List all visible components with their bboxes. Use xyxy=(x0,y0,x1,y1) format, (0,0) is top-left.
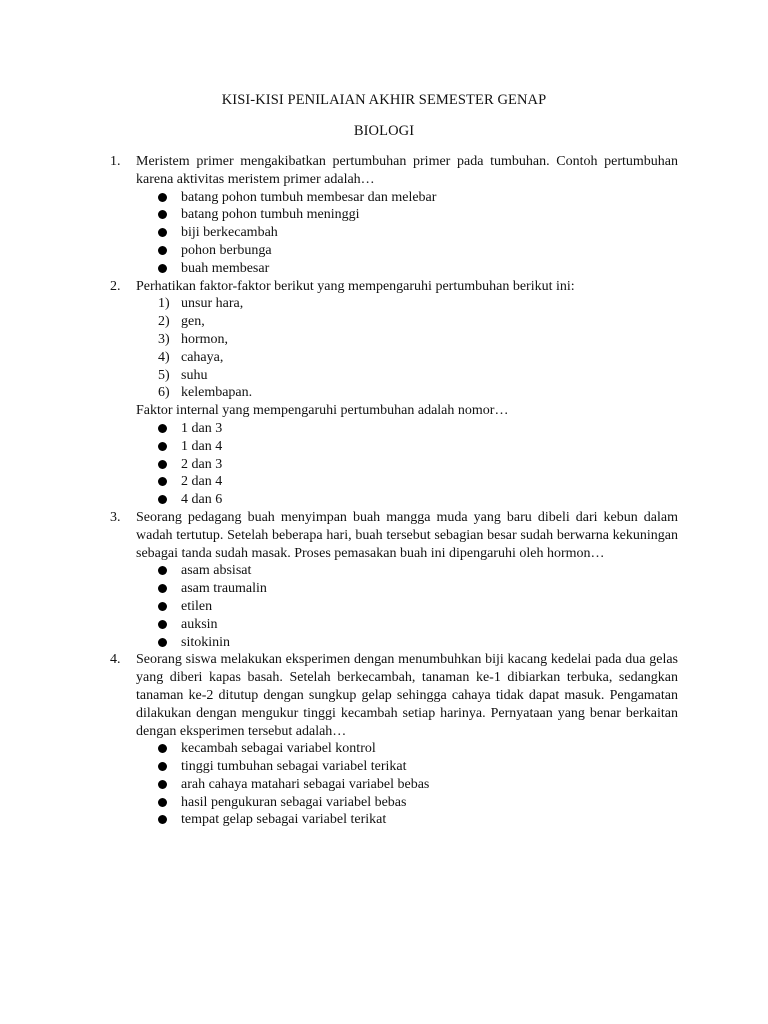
bullet-icon xyxy=(158,193,167,202)
bullet-icon xyxy=(158,798,167,807)
question-text: Perhatikan faktor-faktor berikut yang mempengaruhi pertumbuhan berikut ini: xyxy=(136,278,575,294)
bullet-icon xyxy=(158,815,167,824)
bullet-icon xyxy=(158,584,167,593)
answer-option: 4 dan 6 xyxy=(136,491,678,509)
bullet-icon xyxy=(158,744,167,753)
question-list xyxy=(110,153,678,829)
bullet-icon xyxy=(158,602,167,611)
answer-option: asam traumalin xyxy=(136,580,678,598)
bullet-icon xyxy=(158,566,167,575)
answer-option: batang pohon tumbuh meninggi xyxy=(136,206,678,224)
answer-option: etilen xyxy=(136,598,678,616)
answer-option: buah membesar xyxy=(136,260,678,278)
answer-option: batang pohon tumbuh membesar dan melebar xyxy=(136,189,678,207)
bullet-icon xyxy=(158,620,167,629)
factor-item: 2) gen, xyxy=(158,314,205,330)
question-text: Seorang siswa melakukan eksperimen dengan menumbuhkan biji kacang kedelai pada dua gelas yang diberi kapas basah. Setelah berkecambah, tanaman ke-1 dibiarkan terbuka, sedangkan tanaman ke-2 ditutup dengan sungkup gelap sehingga cahaya tidak dapat masuk. Pengamatan dilakukan dengan mengukur tinggi kecambah setiap harinya. Pernyataan yang benar berkaitan dengan eksperimen tersebut adalah… xyxy=(136,652,678,739)
answer-options xyxy=(136,740,678,829)
question-3 xyxy=(110,509,678,651)
question-stem: Faktor internal yang mempengaruhi pertumbuhan adalah nomor… xyxy=(136,403,509,419)
question-number: 3. xyxy=(110,509,121,525)
question-number: 4. xyxy=(110,652,121,668)
factor-item: 4) cahaya, xyxy=(158,349,224,365)
answer-option: asam absisat xyxy=(136,562,678,580)
answer-option: hasil pengukuran sebagai variabel bebas xyxy=(136,794,678,812)
answer-options xyxy=(136,420,678,509)
answer-option: 1 dan 4 xyxy=(136,438,678,456)
bullet-icon xyxy=(158,264,167,273)
bullet-icon xyxy=(158,780,167,789)
document-subject: BIOLOGI xyxy=(353,123,415,139)
question-text: Seorang pedagang buah menyimpan buah mangga muda yang baru dibeli dari kebun dalam wadah tertutup. Setelah beberapa hari, buah tersebut sebagian besar sudah berwarna kekuningan sebagai tanda sudah masak. Proses pemasakan buah ini dipengaruhi oleh hormon… xyxy=(136,509,678,561)
answer-options xyxy=(136,562,678,651)
answer-option: auksin xyxy=(136,616,678,634)
factor-item: 6) kelembapan. xyxy=(158,385,253,401)
question-2 xyxy=(110,278,678,509)
factor-item: 5) suhu xyxy=(158,367,208,383)
bullet-icon xyxy=(158,210,167,219)
question-number: 2. xyxy=(110,278,121,294)
bullet-icon xyxy=(158,638,167,647)
answer-options xyxy=(136,189,678,278)
bullet-icon xyxy=(158,460,167,469)
bullet-icon xyxy=(158,495,167,504)
question-4 xyxy=(110,651,678,829)
bullet-icon xyxy=(158,477,167,486)
answer-option: pohon berbunga xyxy=(136,242,678,260)
document-title: KISI-KISI PENILAIAN AKHIR SEMESTER GENAP xyxy=(221,92,547,108)
answer-option: tempat gelap sebagai variabel terikat xyxy=(136,811,678,829)
answer-option: biji berkecambah xyxy=(136,224,678,242)
factor-item: 1) unsur hara, xyxy=(158,296,244,312)
question-number: 1. xyxy=(110,154,121,169)
question-text: Meristem primer mengakibatkan pertumbuhan primer pada tumbuhan. Contoh pertumbuhan karena aktivitas meristem primer adalah… xyxy=(136,154,678,187)
answer-option: 2 dan 4 xyxy=(136,473,678,491)
answer-option: arah cahaya matahari sebagai variabel bebas xyxy=(136,776,678,794)
factor-item: 3) hormon, xyxy=(158,331,229,347)
bullet-icon xyxy=(158,246,167,255)
bullet-icon xyxy=(158,424,167,433)
answer-option: sitokinin xyxy=(136,634,678,652)
answer-option: 1 dan 3 xyxy=(136,420,678,438)
bullet-icon xyxy=(158,442,167,451)
bullet-icon xyxy=(158,228,167,237)
bullet-icon xyxy=(158,762,167,771)
factor-list xyxy=(136,295,678,402)
answer-option: 2 dan 3 xyxy=(136,456,678,474)
answer-option: tinggi tumbuhan sebagai variabel terikat xyxy=(136,758,678,776)
question-1 xyxy=(110,153,678,278)
answer-option: kecambah sebagai variabel kontrol xyxy=(136,740,678,758)
